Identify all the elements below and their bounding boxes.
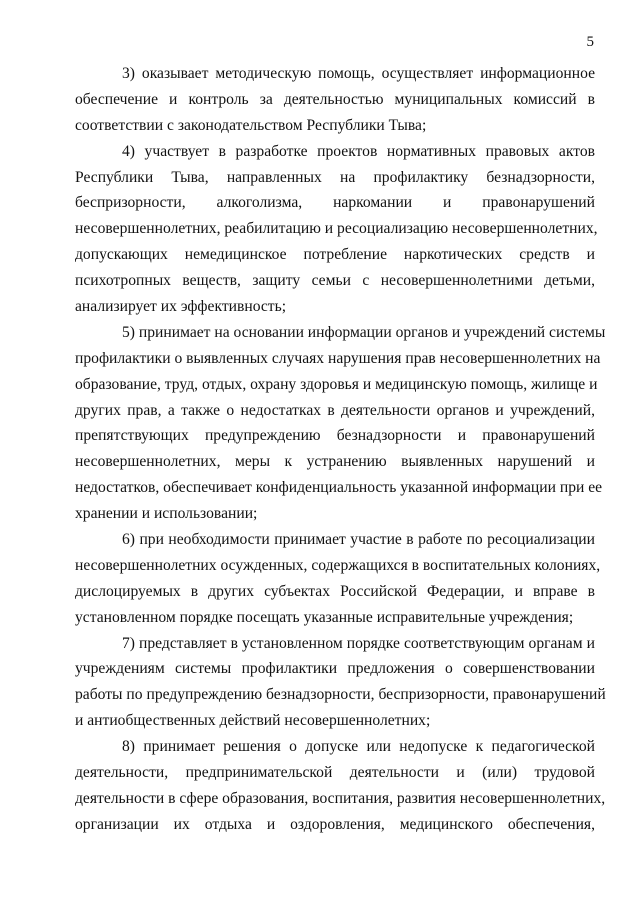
text-line: несовершеннолетних осужденных, содержащихся в воспитательных колониях,: [75, 556, 601, 574]
paragraph-item-5: [75, 320, 606, 527]
text-line: 7) представляет в установленном порядке соответствующим органам и: [122, 634, 595, 652]
text-line: 3) оказывает методическую помощь, осуществляет информационное: [122, 65, 595, 82]
paragraph-item-8: [75, 734, 606, 838]
document-body: [75, 61, 606, 838]
paragraph-item-4: [75, 139, 598, 320]
text-line: профилактики о выявленных случаях нарушения прав несовершеннолетних на: [75, 349, 601, 367]
text-line: установленном порядке посещать указанные исправительные учреждения;: [75, 608, 574, 626]
text-line: соответствии с законодательством Республики Тыва;: [75, 116, 427, 134]
text-line: недостатков, обеспечивает конфиденциальность указанной информации при ее: [75, 479, 603, 497]
text-line: психотропных веществ, защиту семьи с несовершеннолетними детьми,: [75, 272, 595, 290]
text-line: Республики Тыва, направленных на профилактику безнадзорности,: [75, 168, 595, 186]
text-line: несовершеннолетних, меры к устранению выявленных нарушений и: [75, 453, 595, 471]
text-line: 8) принимает решения о допуске или недопуске к педагогической: [122, 738, 595, 756]
text-line: допускающих немедицинское потребление наркотических средств и: [75, 246, 595, 264]
text-line: организации их отдыха и оздоровления, медицинского обеспечения,: [75, 815, 595, 833]
text-line: дислоцируемых в других субъектах Российской Федерации, и вправе в: [75, 582, 595, 600]
text-line: анализирует их эффективность;: [75, 298, 287, 316]
paragraph-item-3: [75, 61, 595, 139]
text-line: деятельности в сфере образования, воспитания, развития несовершеннолетних,: [75, 789, 606, 807]
text-line: деятельности, предпринимательской деятельности и (или) трудовой: [75, 764, 595, 782]
text-line: хранении и использовании;: [75, 505, 258, 523]
text-line: несовершеннолетних, реабилитацию и ресоциализацию несовершеннолетних,: [75, 220, 598, 238]
text-line: других прав, а также о недостатках в деятельности органов и учреждений,: [75, 401, 595, 419]
text-line: учреждениям системы профилактики предложения о совершенствовании: [75, 660, 595, 678]
text-line: 5) принимает на основании информации органов и учреждений системы: [122, 323, 606, 341]
page-number: 5: [586, 34, 594, 50]
text-line: беспризорности, алкоголизма, наркомании и правонарушений: [75, 194, 595, 212]
paragraph-item-7: [75, 631, 606, 735]
text-line: 4) участвует в разработке проектов нормативных правовых актов: [122, 142, 595, 160]
text-line: и антиобщественных действий несовершеннолетних;: [75, 712, 431, 730]
text-line: обеспечение и контроль за деятельностью муниципальных комиссий в: [75, 90, 595, 108]
text-line: 6) при необходимости принимает участие в работе по ресоциализации: [122, 531, 595, 549]
text-line: препятствующих предупреждению безнадзорности и правонарушений: [75, 427, 595, 445]
paragraph-item-6: [75, 527, 601, 631]
text-line: образование, труд, отдых, охрану здоровья и медицинскую помощь, жилище и: [75, 375, 598, 393]
text-line: работы по предупреждению безнадзорности, беспризорности, правонарушений: [75, 686, 606, 704]
